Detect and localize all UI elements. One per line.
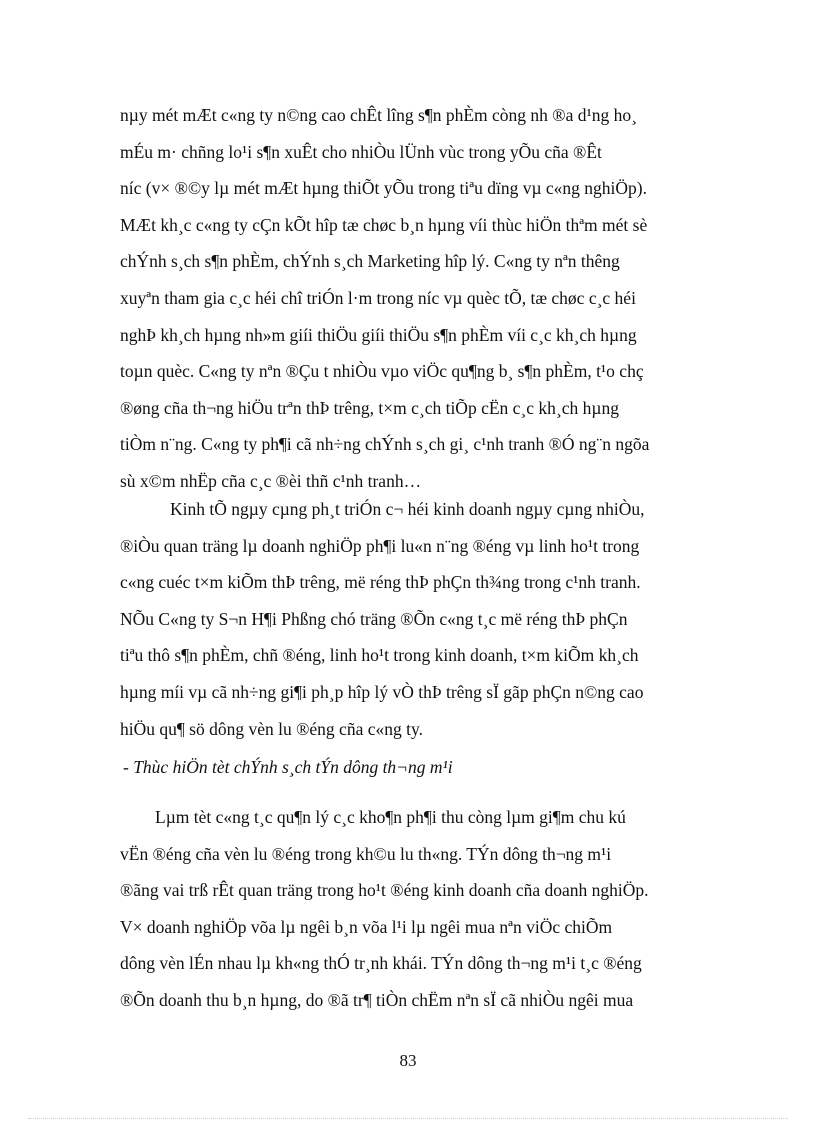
text-line: tiªu thô s¶n phÈm, chñ ®éng, linh ho¹t trong kinh doanh, t×m kiÕm kh¸ch: [120, 645, 639, 666]
text-line: MÆt kh¸c c«ng ty cÇn kÕt hîp tæ chøc b¸n hµng víi thùc hiÖn thªm mét sè: [120, 214, 648, 235]
text-line: sù x©m nhËp cña c¸c ®èi thñ c¹nh tranh…: [120, 470, 422, 491]
text-line: ®ãng vai trß rÊt quan träng trong ho¹t ®éng kinh doanh cña doanh nghiÖp.: [120, 880, 649, 901]
text-line: tiÒm n¨ng. C«ng ty ph¶i cã nh÷ng chÝnh s¸ch gi¸ c¹nh tranh ®Ó ng¨n ngõa: [120, 434, 650, 455]
text-line: NÕu C«ng ty S¬n H¶i Phßng chó träng ®Õn c«ng t¸c më réng thÞ phÇn: [120, 608, 628, 629]
text-line: Lµm tèt c«ng t¸c qu¶n lý c¸c kho¶n ph¶i thu còng lµm gi¶m chu kú: [155, 807, 626, 827]
text-line: V× doanh nghiÖp võa lµ ngêi b¸n võa l¹i lµ ngêi mua nªn viÖc chiÕm: [120, 916, 613, 937]
paragraph-1: [120, 104, 690, 507]
text-line: níc (v× ®©y lµ mét mÆt hµng thiÕt yÕu trong tiªu dïng vµ c«ng nghiÖp).: [120, 178, 647, 199]
text-line: ®øng cña th¬ng hiÖu trªn thÞ trêng, t×m c¸ch tiÕp cËn c¸c kh¸ch hµng: [120, 397, 619, 418]
text-line: vËn ®éng cña vèn lu ®éng trong kh©u lu th«ng. TÝn dông th¬ng m¹i: [120, 843, 612, 864]
page-number: 83: [399, 1051, 417, 1070]
text-line: Kinh tÕ ngµy cµng ph¸t triÓn c¬ héi kinh doanh ngµy cµng nhiÒu,: [170, 499, 645, 519]
text-line: nµy mét mÆt c«ng ty n©ng cao chÊt lîng s¶n phÈm còng nh ®a d¹ng ho¸: [120, 105, 637, 125]
page-bottom-divider: [28, 1118, 788, 1119]
text-line: nghÞ kh¸ch hµng nh»m giíi thiÖu giíi thiÖu s¶n phÈm víi c¸c kh¸ch hµng: [120, 324, 637, 345]
text-line: c«ng cuéc t×m kiÕm thÞ trêng, më réng thÞ phÇn th¾ng trong c¹nh tranh.: [120, 572, 641, 593]
section-heading: - Thùc hiÖn tèt chÝnh s¸ch tÝn dông th¬ng m¹i: [123, 757, 453, 777]
text-line: hiÖu qu¶ sö dông vèn lu ®éng cña c«ng ty.: [120, 718, 423, 739]
paragraph-3: [120, 806, 690, 1026]
text-line: mÉu m· chñng lo¹i s¶n xuÊt cho nhiÒu lÜnh vùc trong yÕu cña ®Êt: [120, 141, 602, 162]
text-line: toµn quèc. C«ng ty nªn ®Çu t nhiÒu vµo viÖc qu¶ng b¸ s¶n phÈm, t¹o chç: [120, 361, 644, 382]
text-line: xuyªn tham gia c¸c héi chî triÓn l·m trong níc vµ quèc tÕ, tæ chøc c¸c héi: [120, 287, 636, 308]
paragraph-2: [120, 498, 690, 754]
text-line: ®Õn doanh thu b¸n hµng, do ®ã tr¶ tiÒn chËm nªn sÏ cã nhiÒu ngêi mua: [120, 989, 634, 1010]
text-line: ®iÒu quan träng lµ doanh nghiÖp ph¶i lu«n n¨ng ®éng vµ linh ho¹t trong: [120, 535, 640, 556]
text-line: hµng míi vµ cã nh÷ng gi¶i ph¸p hîp lý vÒ thÞ trêng sÏ gãp phÇn n©ng cao: [120, 681, 644, 702]
text-line: chÝnh s¸ch s¶n phÈm, chÝnh s¸ch Marketing hîp lý. C«ng ty nªn thêng: [120, 251, 620, 272]
text-line: dông vèn lÉn nhau lµ kh«ng thÓ tr¸nh khái. TÝn dông th¬ng m¹i t¸c ®éng: [120, 953, 642, 974]
